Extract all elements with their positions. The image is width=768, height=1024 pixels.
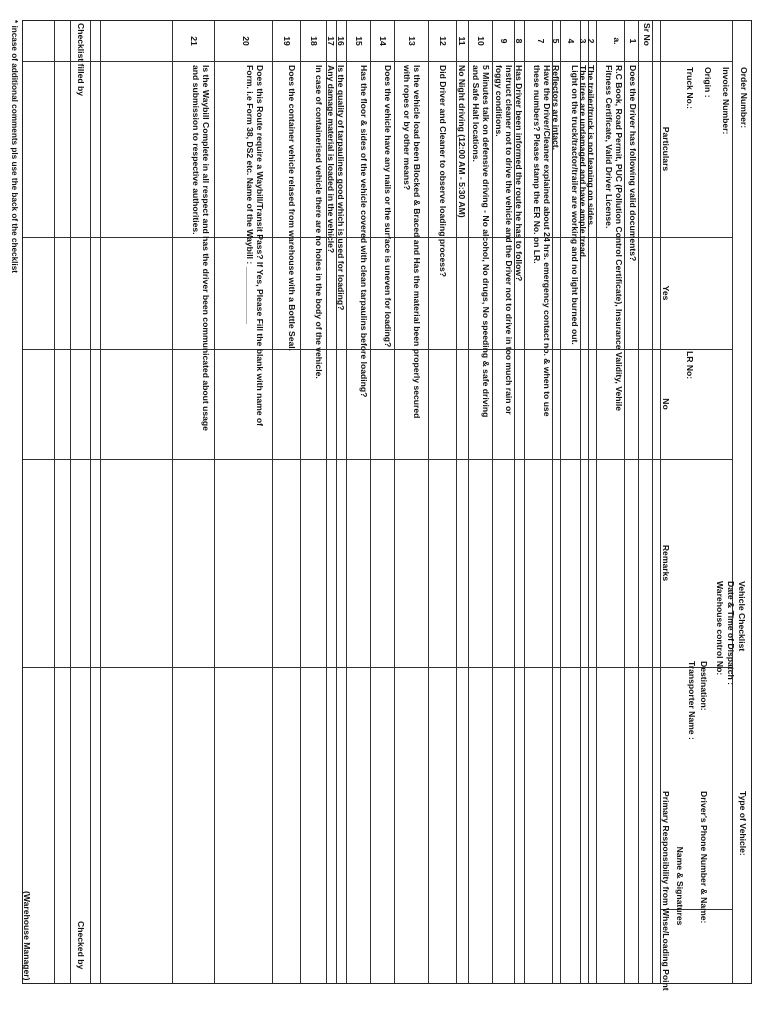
sr-no-header: Sr No [642, 23, 652, 46]
rule [23, 459, 733, 460]
checklist-item-text: Does this Route require a Waybill/Transit Pass? If Yes, Please Fill the blank with name of Form. i.e Form 38, DS2 etc. Name of the Waybill : ____________ [244, 65, 265, 427]
checklist-item-text: Has the floor & sides of the vehicle covered with clean tarpaulins before loading? [359, 65, 369, 398]
truck-no-label: Truck No.: [685, 67, 695, 110]
rule [732, 21, 733, 983]
yes-header: Yes [661, 285, 671, 301]
rule [661, 909, 733, 910]
checklist-item-text: Does the container vehicle relased from warehouse with a Bottle Seal. [287, 65, 297, 352]
rule [300, 21, 301, 983]
checklist-item-text: Does the vehicle have any nails or the surface is uneven for loading? [383, 65, 393, 348]
row-number: 12 [438, 36, 448, 46]
rule [70, 21, 71, 983]
checklist-item-text: Light on the truck/tractor/trailer are working and no light burned out. [570, 65, 580, 345]
row-number: 5 [551, 38, 561, 44]
checklist-item-text: No Night driving (12:00 AM - 5:30 AM) [457, 65, 467, 218]
rule [552, 21, 553, 983]
remarks-header: Remarks [661, 544, 671, 582]
row-number: 14 [378, 36, 388, 46]
checklist-item-text: In case of containerised vehicle there are no holes in the body of the vehicle. [314, 65, 324, 379]
row-number: 13 [407, 36, 417, 46]
row-number: 16 [336, 36, 346, 46]
warehouse-control-no-label: Warehouse control No: [715, 581, 725, 676]
row-number: 18 [309, 36, 319, 46]
checklist-table [22, 20, 752, 991]
row-number: 1 [628, 38, 638, 44]
row-number: a. [612, 37, 622, 45]
rule [90, 21, 91, 983]
rule [624, 21, 625, 983]
row-number: 15 [354, 36, 364, 46]
checklist-item-text: Reflectors are intact. [551, 65, 561, 151]
checklist-item-text: Is the vehicle load been Blocked & Braced and Has the material been properly secured with ropes or by other means? [401, 65, 422, 419]
checklist-item-text: 5 Minutes talk on defensive driving - No alcohol, No drugs, No speeding & safe driving and Safe Halt locations. [470, 65, 491, 418]
rule [172, 21, 173, 983]
row-number: 2 [586, 38, 596, 44]
rule [214, 21, 215, 983]
rule [23, 349, 733, 350]
document-title: Vehicle Checklist [737, 581, 747, 652]
rule [468, 21, 469, 983]
row-number: 4 [566, 38, 576, 44]
type-of-vehicle-label: Type of Vehicle: [738, 791, 748, 856]
rule [23, 667, 733, 668]
checked-by-label: Checked by [76, 921, 86, 970]
checklist-item-text: Has Driver been informed the route he has to follow? [514, 65, 524, 282]
origin-label: Origin : [703, 67, 713, 98]
rule [23, 237, 733, 238]
checklist-item-text: The tires are undamaged and have ample tread. [578, 65, 588, 260]
rule [428, 21, 429, 983]
row-number: 19 [282, 36, 292, 46]
checklist-item-text: Instruct cleaner not to drive the vehicle and the Driver not to drive in too much rain or foggy conditions. [493, 65, 514, 415]
destination-label: Destination: [699, 661, 709, 711]
rule [394, 21, 395, 983]
checklist-item-text: Is the quality of tarpaulines good which is used for loading? [336, 65, 346, 311]
row-number: 3 [578, 38, 588, 44]
rule [272, 21, 273, 983]
additional-comments-note: * incase of additional comments pls use the back of the checklist [10, 20, 19, 273]
row-number: 9 [499, 38, 509, 44]
rule [638, 21, 639, 983]
row-number: 17 [326, 36, 336, 46]
row-number: 11 [457, 36, 467, 46]
checklist-item-text: R.C Book, Road Permit, PUC (Pollution Control Certificate), Insurance Validity, Vehile Fitness Certificate, Valid Driver License. [603, 65, 624, 412]
rule [596, 21, 597, 983]
row-number: 21 [189, 36, 199, 46]
checklist-item-text: Have the Driver/Cleaner explained about 24 hrs. emergency contact no. & when to use these numbers? Please stamp the ER No. on LR. [531, 65, 552, 417]
rule [560, 21, 561, 983]
lr-no-label: LR No: [685, 351, 695, 380]
checklist-filled-by-label: Checklist filled by [76, 23, 86, 97]
checklist-item-text: Does the Driver has following valid documents? [628, 65, 638, 262]
date-time-dispatch-label: Date & Time of Dispatch : [726, 581, 736, 685]
particulars-header: Particulars [661, 126, 671, 172]
rule [370, 21, 371, 983]
name-signatures-label: Name & Signatures [675, 846, 685, 926]
primary-responsibility-label: Primary Responsibility from Whse/Loading Point [661, 791, 671, 991]
row-number: 10 [476, 36, 486, 46]
drivers-phone-label: Driver's Phone Number & Name: [699, 791, 709, 924]
row-number: 20 [241, 36, 251, 46]
rule [524, 21, 525, 983]
warehouse-manager-label: (Warehouse Manager) [22, 891, 32, 981]
order-number-label: Order Number: [739, 67, 749, 129]
no-header: No [661, 398, 671, 410]
row-number: 8 [514, 38, 524, 44]
transporter-name-label: Transporter Name : [687, 661, 697, 740]
checklist-item-text: The trailer/truck is not leaning on sides. [586, 65, 596, 228]
rule [652, 21, 653, 983]
rule [23, 61, 733, 62]
rule [100, 21, 101, 983]
invoice-number-label: Invoice Number: [721, 67, 731, 135]
checklist-item-text: Did Driver and Cleaner to observe loading process? [438, 65, 448, 278]
rule [54, 21, 55, 983]
checklist-item-text: Any damage material is loaded in the vehicle? [326, 65, 336, 254]
row-number: 7 [536, 38, 546, 44]
rule [346, 21, 347, 983]
checklist-item-text: Is the Waybill Complete in all respect and has the driver been communicated about usage and submission to respective authorities. [190, 65, 211, 431]
